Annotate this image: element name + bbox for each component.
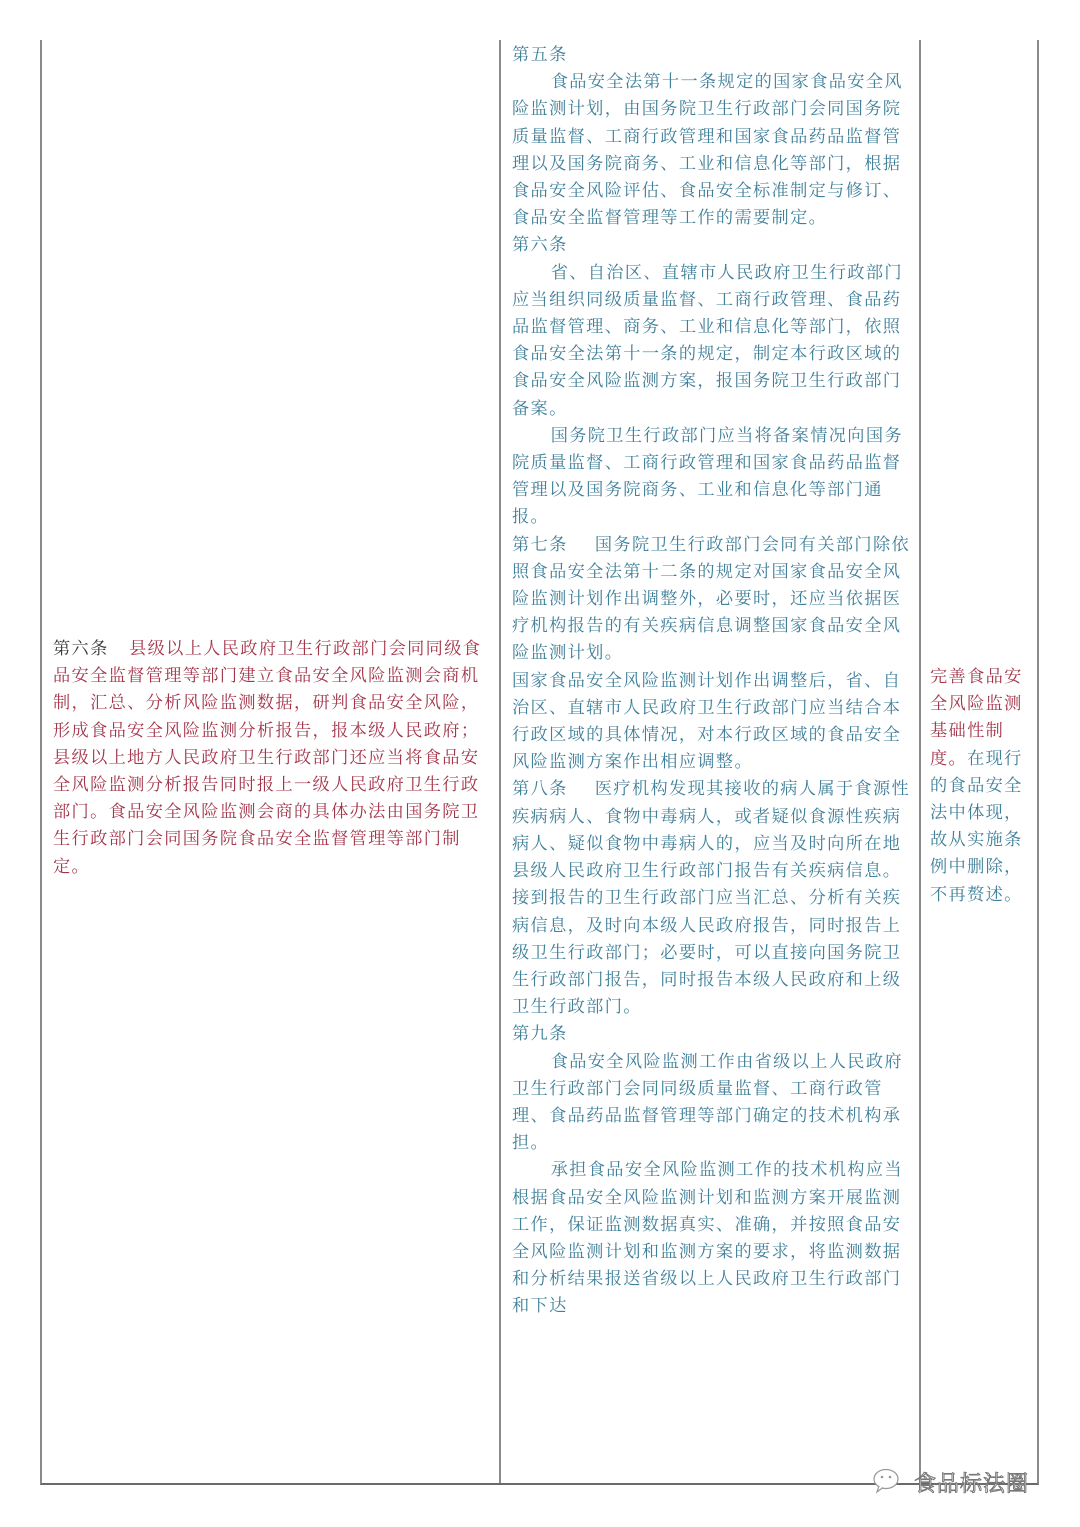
article-paragraph: 食品安全法第十一条规定的国家食品安全风险监测计划，由国务院卫生行政部门会同国务院质量监督、工商行政管理和国家食品药品监督管理以及国务院商务、工业和信息化等部门，根据食品安全风险评估、食品安全标准制定与修订、食品安全监督管理等工作的需要制定。 — [512, 72, 903, 229]
remark-blue-text: 在现行的食品安全法中体现，故从实施条例中删除，不再赘述。 — [930, 748, 1023, 905]
article-paragraph: 接到报告的卫生行政部门应当汇总、分析有关疾病信息，及时向本级人民政府报告，同时报告上级卫生行政部门；必要时，可以直接向国务院卫生行政部门报告，同时报告本级人民政府和上级卫生行政部门。 — [512, 888, 902, 1018]
article-label: 第六条 — [53, 639, 109, 659]
watermark — [872, 1462, 1052, 1502]
remarks-text — [930, 664, 1031, 909]
article-inline-text: 国务院卫生行政部门会同有关部门除依照食品安全法第十二条的规定对国家食品安全风险监测计划作出调整外，必要时，还应当依据医疗机构报告的有关疾病信息调整国家食品安全风险监测计划。 — [512, 534, 911, 664]
draft-article-6 — [53, 636, 493, 881]
article-inline-text: 医疗机构发现其接收的病人属于食源性疾病病人、食物中毒病人，或者疑似食源性疾病病人、疑似食物中毒病人的，应当及时向所在地县级人民政府卫生行政部门报告有关疾病信息。 — [512, 779, 911, 882]
remark-red-text: 完善食品安全风险监测基础性制度。 — [930, 667, 1023, 769]
article-paragraph: 国家食品安全风险监测计划作出调整后，省、自治区、直辖市人民政府卫生行政部门应当结合本行政区域的具体情况，对本行政区域的食品安全风险监测方案作出相应调整。 — [512, 670, 902, 773]
article-heading: 第九条 — [512, 1024, 568, 1045]
draft-column — [42, 40, 501, 1483]
article-7 — [512, 532, 913, 668]
comparison-table — [40, 40, 1039, 1485]
article-paragraph: 国务院卫生行政部门应当将备案情况向国务院质量监督、工商行政管理和国家食品药品监督管理以及国务院商务、工业和信息化等部门通报。 — [512, 425, 903, 528]
current-regulation-text — [512, 42, 913, 1321]
article-8 — [512, 776, 913, 885]
current-regulation-column — [501, 40, 921, 1483]
draft-article-text: 县级以上人民政府卫生行政部门会同同级食品安全监督管理等部门建立食品安全风险监测会商机制，汇总、分析风险监测数据，研判食品安全风险，形成食品安全风险监测分析报告，报本级人民政府；县级以上地方人民政府卫生行政部门还应当将食品安全风险监测分析报告同时报上一级人民政府卫生行政部门。食品安全风险监测会商的具体办法由国务院卫生行政部门会同国务院食品安全监督管理等部门制定。 — [53, 639, 482, 877]
article-heading: 第八条 — [512, 779, 568, 800]
article-heading: 第五条 — [512, 45, 568, 65]
article-heading: 第七条 — [512, 534, 568, 555]
article-paragraph: 食品安全风险监测工作由省级以上人民政府卫生行政部门会同同级质量监督、工商行政管理、食品药品监督管理等部门确定的技术机构承担。 — [512, 1051, 903, 1154]
wechat-icon — [872, 1467, 908, 1497]
article-paragraph: 省、自治区、直辖市人民政府卫生行政部门应当组织同级质量监督、工商行政管理、食品药品监督管理、商务、工业和信息化等部门，依照食品安全法第十一条的规定，制定本行政区域的食品安全风险监测方案，报国务院卫生行政部门备案。 — [512, 262, 903, 419]
watermark-text: 食品标法圈 — [914, 1471, 1030, 1497]
article-heading: 第六条 — [512, 235, 568, 256]
article-paragraph: 承担食品安全风险监测工作的技术机构应当根据食品安全风险监测计划和监测方案开展监测工作，保证监测数据真实、准确，并按照食品安全风险监测计划和监测方案的要求，将监测数据和分析结果报送省级以上人民政府卫生行政部门和下达 — [512, 1160, 903, 1317]
remarks-column — [921, 40, 1037, 1483]
